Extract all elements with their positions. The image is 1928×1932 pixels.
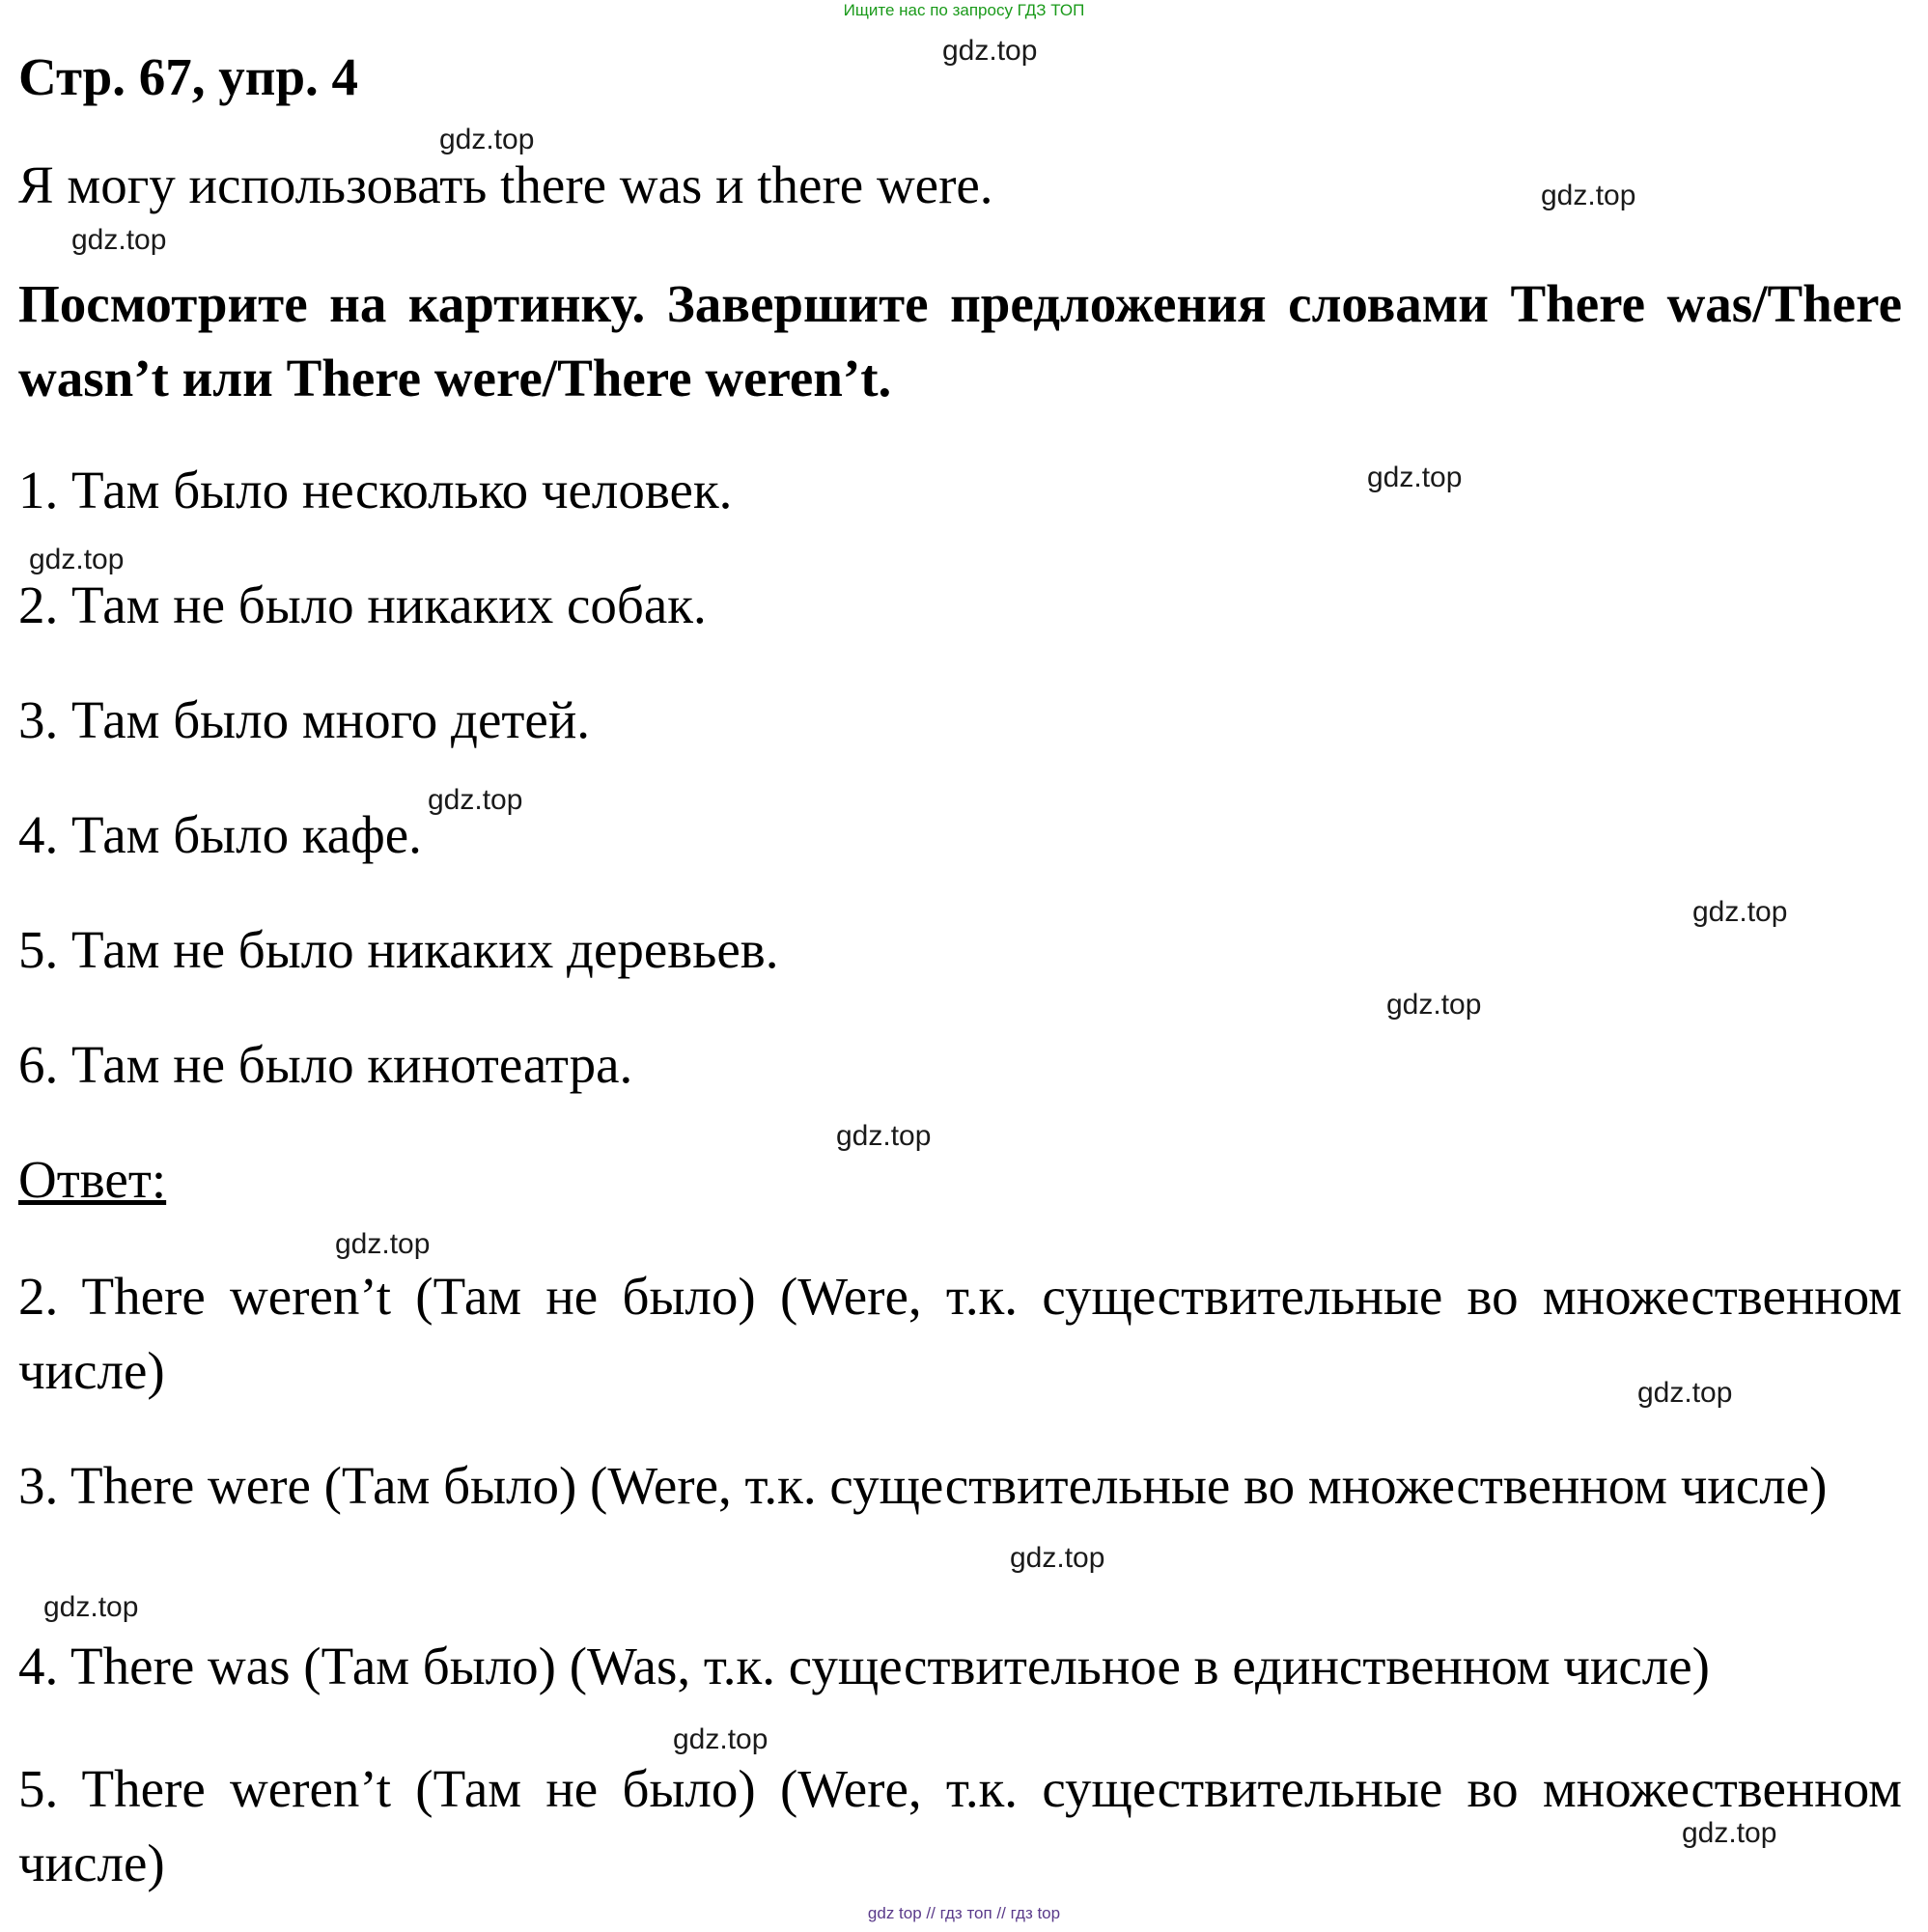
intro-text: Я могу использовать there was и there were. xyxy=(18,155,993,214)
watermark: gdz.top xyxy=(29,544,125,575)
watermark: gdz.top xyxy=(1637,1377,1733,1409)
answer-item: 2. There weren’t (Там не было) (Were, т.к. существительные во множественном числе) xyxy=(18,1267,1902,1400)
watermark: gdz.top xyxy=(1541,180,1636,211)
sentence-item: 3. Там было много детей. xyxy=(18,690,591,749)
sentence-item: 2. Там не было никаких собак. xyxy=(18,575,707,634)
sentence-item: 1. Там было несколько человек. xyxy=(18,461,733,519)
watermark: gdz.top xyxy=(836,1120,932,1152)
watermark: gdz.top xyxy=(1386,989,1482,1021)
watermark: gdz.top xyxy=(1692,896,1788,928)
watermark: gdz.top xyxy=(942,35,1038,67)
watermark: gdz.top xyxy=(1367,462,1463,493)
footer-note: gdz top // гдз топ // гдз top xyxy=(867,1904,1061,1922)
watermark: gdz.top xyxy=(1010,1542,1105,1574)
instruction-text: Посмотрите на картинку. Завершите предложения словами There was/There wasn’t или There were/There weren’t. xyxy=(18,274,1902,407)
watermark: gdz.top xyxy=(71,224,167,256)
watermark: gdz.top xyxy=(673,1723,768,1755)
watermark: gdz.top xyxy=(1682,1817,1777,1849)
sentence-item: 5. Там не было никаких деревьев. xyxy=(18,920,779,979)
sentence-item: 6. Там не было кинотеатра. xyxy=(18,1035,633,1094)
answer-item: 3. There were (Там было) (Were, т.к. существительные во множественном числе) xyxy=(18,1456,1828,1515)
watermark: gdz.top xyxy=(335,1228,431,1260)
watermark: gdz.top xyxy=(428,784,523,816)
watermark: gdz.top xyxy=(43,1591,139,1623)
answer-item: 5. There weren’t (Там не было) (Were, т.к. существительные во множественном числе) xyxy=(18,1759,1902,1892)
answer-item: 4. There was (Там было) (Was, т.к. существительное в единственном числе) xyxy=(18,1637,1710,1695)
page-title: Стр. 67, упр. 4 xyxy=(18,47,359,106)
top-note: Ищите нас по запросу ГДЗ ТОП xyxy=(843,1,1085,19)
answer-label: Ответ: xyxy=(18,1150,167,1209)
sentence-item: 4. Там было кафе. xyxy=(18,805,422,864)
watermark: gdz.top xyxy=(439,124,535,155)
